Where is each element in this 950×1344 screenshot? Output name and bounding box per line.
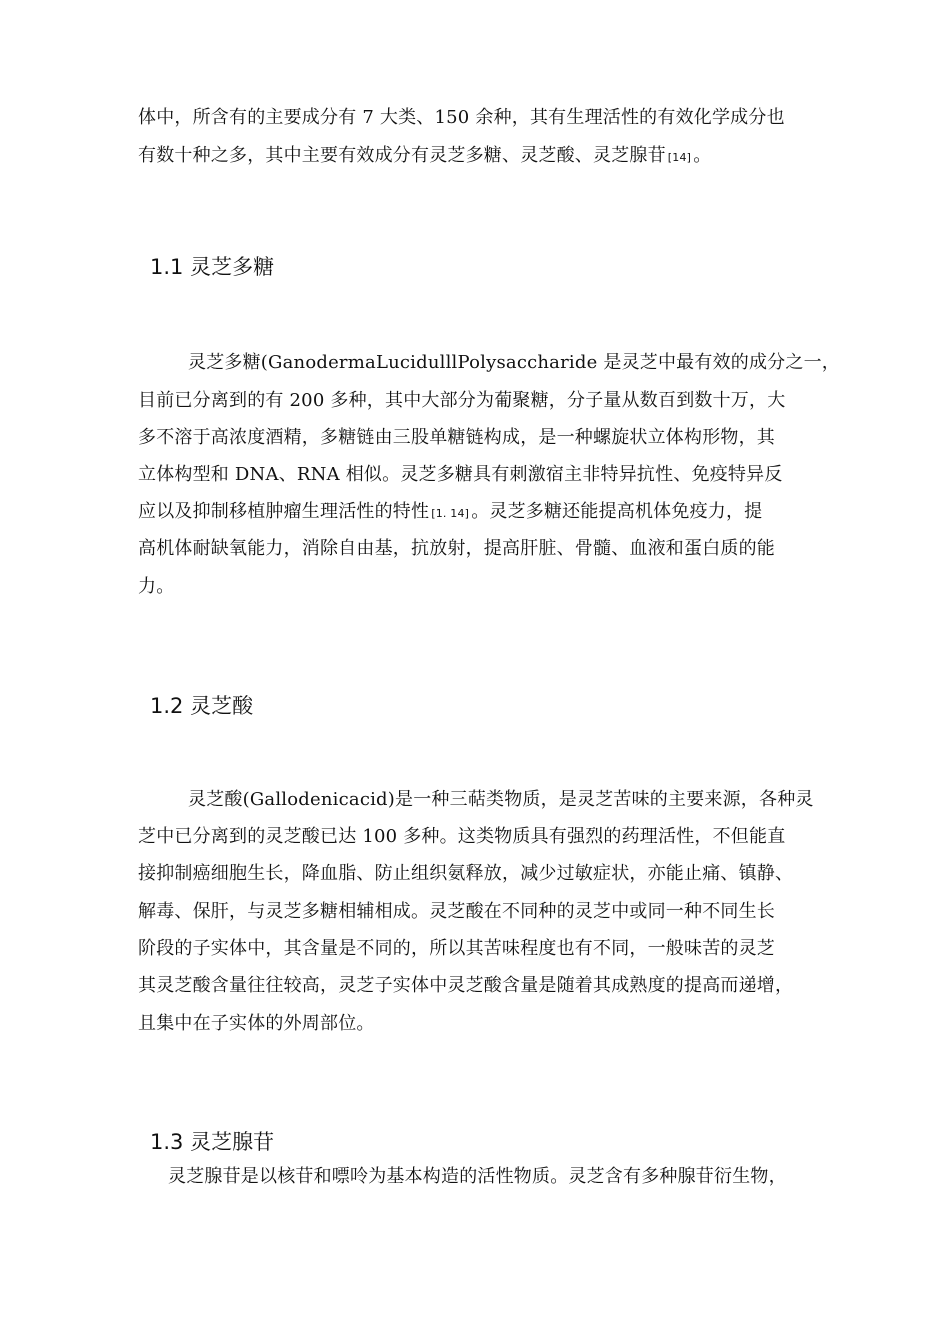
paragraph-line: 高机体耐缺氧能力，消除自由基，抗放射，提高肝脏、骨髓、血液和蛋白质的能	[138, 538, 775, 559]
paragraph-line: 其灵芝酸含量往往较高，灵芝子实体中灵芝酸含量是随着其成熟度的提高而递增，	[138, 975, 794, 996]
section-heading-1-1: 1.1 灵芝多糖	[150, 255, 275, 279]
paragraph-line: 且集中在子实体的外周部位。	[138, 1013, 375, 1034]
intro-line-2	[138, 144, 711, 170]
section-heading-1-2: 1.2 灵芝酸	[150, 694, 254, 718]
paragraph-line: 阶段的子实体中，其含量是不同的，所以其苦味程度也有不同，一般味苦的灵芝	[138, 938, 775, 959]
paragraph-line: 立体构型和 DNA、RNA 相似。灵芝多糖具有刺激宿主非特异抗性、免疫特异反	[138, 464, 783, 485]
paragraph-line: 解毒、保肝，与灵芝多糖相辅相成。灵芝酸在不同种的灵芝中或同一种不同生长	[138, 901, 775, 922]
intro-line-1: 体中，所含有的主要成分有 7 大类、150 余种，其有生理活性的有效化学成分也	[138, 107, 785, 128]
paragraph-text: 应以及抑制移植肿瘤生理活性的特性	[138, 501, 430, 522]
paragraph-text: 。灵芝多糖还能提高机体免疫力，提	[471, 501, 763, 522]
paragraph-line: 多不溶于高浓度酒精，多糖链由三股单糖链构成，是一种螺旋状立体构形物，其	[138, 427, 775, 448]
citation: [14]	[667, 151, 692, 164]
paragraph-line: 接抑制癌细胞生长，降血脂、防止组织氨释放，减少过敏症状，亦能止痛、镇静、	[138, 863, 794, 884]
paragraph-line: 灵芝多糖(GanodermaLucidulllPolysaccharide 是灵芝中最有效的成分之一，	[188, 352, 840, 373]
paragraph-line: 灵芝腺苷是以核苷和嘌呤为基本构造的活性物质。灵芝含有多种腺苷衍生物，	[168, 1166, 787, 1187]
paragraph-line: 目前已分离到的有 200 多种，其中大部分为葡聚糖，分子量从数百到数十万，大	[138, 390, 786, 411]
paragraph-line	[138, 500, 762, 526]
citation: [1. 14]	[431, 507, 470, 520]
paragraph-line: 力。	[138, 576, 175, 597]
paragraph-line: 芝中已分离到的灵芝酸已达 100 多种。这类物质具有强烈的药理活性，不但能直	[138, 826, 786, 847]
intro-line-2-text: 有数十种之多，其中主要有效成分有灵芝多糖、灵芝酸、灵芝腺苷	[138, 145, 666, 166]
section-heading-1-3: 1.3 灵芝腺苷	[150, 1130, 275, 1154]
intro-line-2-end: 。	[693, 145, 712, 166]
paragraph-line: 灵芝酸(Gallodenicacid)是一种三萜类物质，是灵芝苦味的主要来源，各种灵	[188, 789, 814, 810]
